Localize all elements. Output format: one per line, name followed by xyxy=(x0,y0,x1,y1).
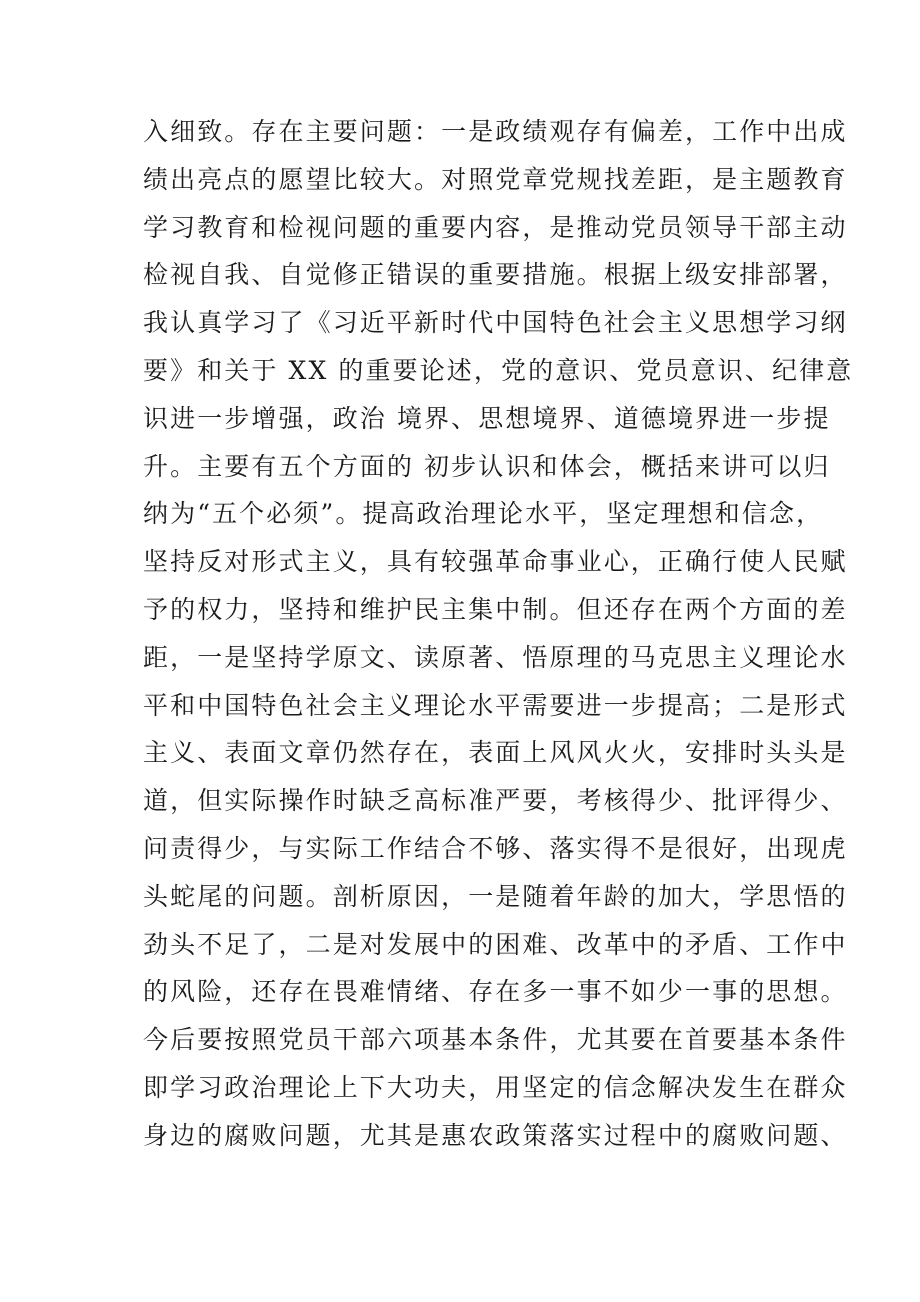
text-line: 劲头不足了，二是对发展中的困难、改革中的矛盾、工作中 xyxy=(143,929,848,959)
text-line: 今后要按照党员干部六项基本条件，尤其要在首要基本条件 xyxy=(143,1025,848,1055)
text-line: 即学习政治理论上下大功夫，用坚定的信念解决发生在群众 xyxy=(143,1072,848,1102)
body-paragraph xyxy=(143,108,854,1160)
text-line: 要》和关于 XX 的重要论述，党的意识、党员意识、纪律意 xyxy=(143,355,854,385)
text-line: 问责得少，与实际工作结合不够、落实得不是很好，出现虎 xyxy=(143,833,848,863)
text-line: 道，但实际操作时缺乏高标准严要，考核得少、批评得少、 xyxy=(143,786,848,816)
text-line: 我认真学习了《习近平新时代中国特色社会主义思想学习纲 xyxy=(143,308,848,338)
text-line: 坚持反对形式主义，具有较强革命事业心，正确行使人民赋 xyxy=(143,547,848,577)
text-line: 主义、表面文章仍然存在，表面上风风火火，安排时头头是 xyxy=(143,738,848,768)
text-line: 的风险，还存在畏难情绪、存在多一事不如少一事的思想。 xyxy=(143,977,848,1007)
text-line: 入细致。存在主要问题：一是政绩观存有偏差，工作中出成 xyxy=(143,117,848,146)
text-line: 予的权力，坚持和维护民主集中制。但还存在两个方面的差 xyxy=(143,594,848,624)
text-line: 纳为“五个必须”。提高政治理论水平，坚定理想和信念， xyxy=(143,499,824,529)
text-line: 识进一步增强，政治 境界、思想境界、道德境界进一步提 xyxy=(143,403,831,433)
text-line: 学习教育和检视问题的重要内容，是推动党员领导干部主动 xyxy=(143,212,848,242)
text-line: 平和中国特色社会主义理论水平需要进一步提高；二是形式 xyxy=(143,690,848,720)
text-line: 头蛇尾的问题。剖析原因，一是随着年龄的加大，学思悟的 xyxy=(143,881,848,911)
text-line: 检视自我、自觉修正错误的重要措施。根据上级安排部署， xyxy=(143,260,848,290)
text-line: 距，一是坚持学原文、读原著、悟原理的马克思主义理论水 xyxy=(143,642,848,672)
text-line: 升。主要有五个方面的 初步认识和体会，概括来讲可以归 xyxy=(143,451,831,481)
text-line: 绩出亮点的愿望比较大。对照党章党规找差距，是主题教育 xyxy=(143,164,848,194)
text-line: 身边的腐败问题，尤其是惠农政策落实过程中的腐败问题、 xyxy=(143,1120,848,1150)
